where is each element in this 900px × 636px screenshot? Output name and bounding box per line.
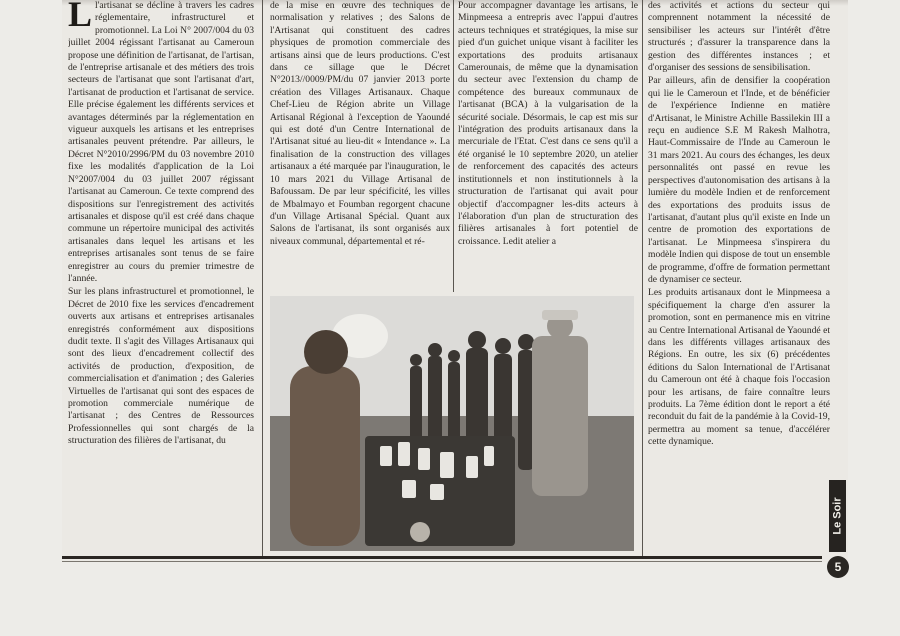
article-column-3 xyxy=(458,0,638,292)
col2-paragraph-1: de la mise en œuvre des techniques de normalisation y relatives ; des Salons de l'Artisanat qui constituent des cadres physiques de promotion commerciale des artisans ainsi que de leurs productions. C'est dans ce sillage que le Décret N°2013//0009/PM/du 07 janvier 2013 porte création des Villages Artisanaux. Chaque Chef-Lieu de Région abrite un Village Artisanal Régional à l'exception de Yaoundé qui est doté d'un Centre International de l'Artisanat situé au lieu-dit « Intendance ». La finalisation de la construction des villages artisanaux a été marquée par l'inauguration, le 10 mars 2021 du Village Artisanal de Bafoussam. De par leur spécificité, les villes de Mbalmayo et Foumban regorgent chacune d'un Village Artisanal Spécial. Quant aux Salons de l'artisanat, ils sont organisés aux niveaux communal, départemental et ré- xyxy=(270,0,450,247)
col1-paragraph-1: l'artisanat se décline à travers les cadres réglementaire, infrastructurel et promotionnel. La Loi N° 2007/004 du 03 juillet 2004 régissant l'artisanat au Cameroun propose une définition de l'artisanat, de l'artisan, de l'entreprise artisanale et des métiers des trois secteurs de l'artisanat que sont l'artisanat d'art, l'artisanat de production et l'artisanat de service. Elle précise également les différents services et avantages déterminés par la réglementation en vigueur auxquels les artisans et les entreprises artisanales peuvent prétendre. Par ailleurs, le Décret N°2010/2996/PM du 03 novembre 2010 fixe les modalités d'application de la Loi N°2007/004 du 03 juillet 2007 régissant l'artisanat au Cameroun. Ce texte comprend des dispositions sur l'enregistrement des activités artisanales et dispose qu'il est créé dans chaque commune un répertoire municipal des activités artisanales dans lequel les artisans et les entreprises artisanales sont tenus de se faire enregistrer au cours du premier trimestre de l'année. xyxy=(68,0,254,284)
footer-rule-thin xyxy=(62,561,822,562)
drop-cap: L xyxy=(68,0,93,34)
col4-paragraph-1: des activités et actions du secteur qui comprennent notamment la nécessité de sensibiliser les acteurs sur l'intérêt d'être structurés ; d'assurer la transparence dans la gestion des différentes instances ; et d'organiser des sessions de sensibilisation. xyxy=(648,0,830,74)
col3-paragraph-1: Pour accompagner davantage les artisans, le Minpmeesa a entrepris avec l'appui d'autres acteurs techniques et stratégiques, la mise sur pied d'un guichet unique visant à faciliter les exportations des produits artisanaux Camerounais, de même que la dynamisation du secteur avec l'extension du champ de compétence des bureaux communaux de l'artisanat (BCA) à la vulgarisation de la sécurité sociale. Désormais, le cap est mis sur l'intégration des produits artisanaux dans la mercuriale de l'Etat. C'est dans ce sens qu'il a été organisé le 10 septembre 2020, un atelier de renforcement des capacités des acteurs institutionnels et non institutionnels à la structuration de l'artisanat qui avait pour objectif d'accompagner les-dits acteurs à l'élaboration d'un plan de structuration des filières artisanales à fort potentiel de croissance. Ledit atelier a xyxy=(458,0,638,247)
photo-illustration xyxy=(270,296,634,551)
section-tab xyxy=(829,480,846,552)
col1-paragraph-2: Sur les plans infrastructurel et promotionnel, le Décret de 2010 fixe les services d'encadrement ouverts aux artisans et entreprises artisanales enregistrés conformément aux dispositions dudit texte. Il s'agit des Villages Artisanaux qui sont des lieux d'encadrement collectif des activités de production, d'exposition, de commercialisation et d'animation ; des Galeries Virtuelles de l'artisanat qui sont des espaces de promotion commerciale numérique de l'artisanat ; des Centres de Ressources Professionnelles qui sont chargés de la structuration des filières de l'artisanat, du xyxy=(68,286,254,447)
section-tab-label: Le Soir xyxy=(831,497,844,535)
col4-paragraph-2: Par ailleurs, afin de densifier la coopération qui lie le Cameroun et l'Inde, et de bénéficier de l'expérience Indienne en matière d'Artisanat, le Ministre Achille Bassilekin III a reçu en audience S.E M Rakesh Malhotra, Haut-Commissaire de l'Inde au Cameroun le 31 mars 2021. Au cours des échanges, les deux personnalités ont passé en revue les perspectives d'autonomisation des artisans à la lumière du modèle Indien et de renforcement des exportations des produits issus de l'artisanat, d'autant plus qu'il existe en Inde un centre de promotion des exportations de l'artisanat. Le Minpmeesa s'inspirera du modèle Indien qui dispose de tout un ensemble de programme, d'offre de formation permettant de dynamiser ce secteur. xyxy=(648,75,830,285)
col4-paragraph-3: Les produits artisanaux dont le Minpmeesa a spécifiquement la charge d'en assurer la promotion, sont en permanence mis en vitrine au Centre International Artisanal de Yaoundé et dans les différents villages artisanaux des Régions. En outre, les six (6) précédentes éditions du Salon International de l'Artisanat du Cameroun ont été à chaque fois l'occasion pour les artisans, de faire connaître leurs produits. La 7ème édition dont le report a été reconduit du fait de la pandémie à la Covid-19, permettra au moment sa tenue, d'accélérer cette dynamique. xyxy=(648,287,830,448)
article-column-1 xyxy=(68,0,254,555)
page-number: 5 xyxy=(827,556,849,578)
article-column-2 xyxy=(270,0,450,292)
event-photo xyxy=(270,296,634,551)
footer-rule xyxy=(62,556,822,559)
article-column-4 xyxy=(648,0,830,555)
column-rule xyxy=(453,0,454,292)
column-rule xyxy=(642,0,643,556)
column-rule xyxy=(262,0,263,556)
